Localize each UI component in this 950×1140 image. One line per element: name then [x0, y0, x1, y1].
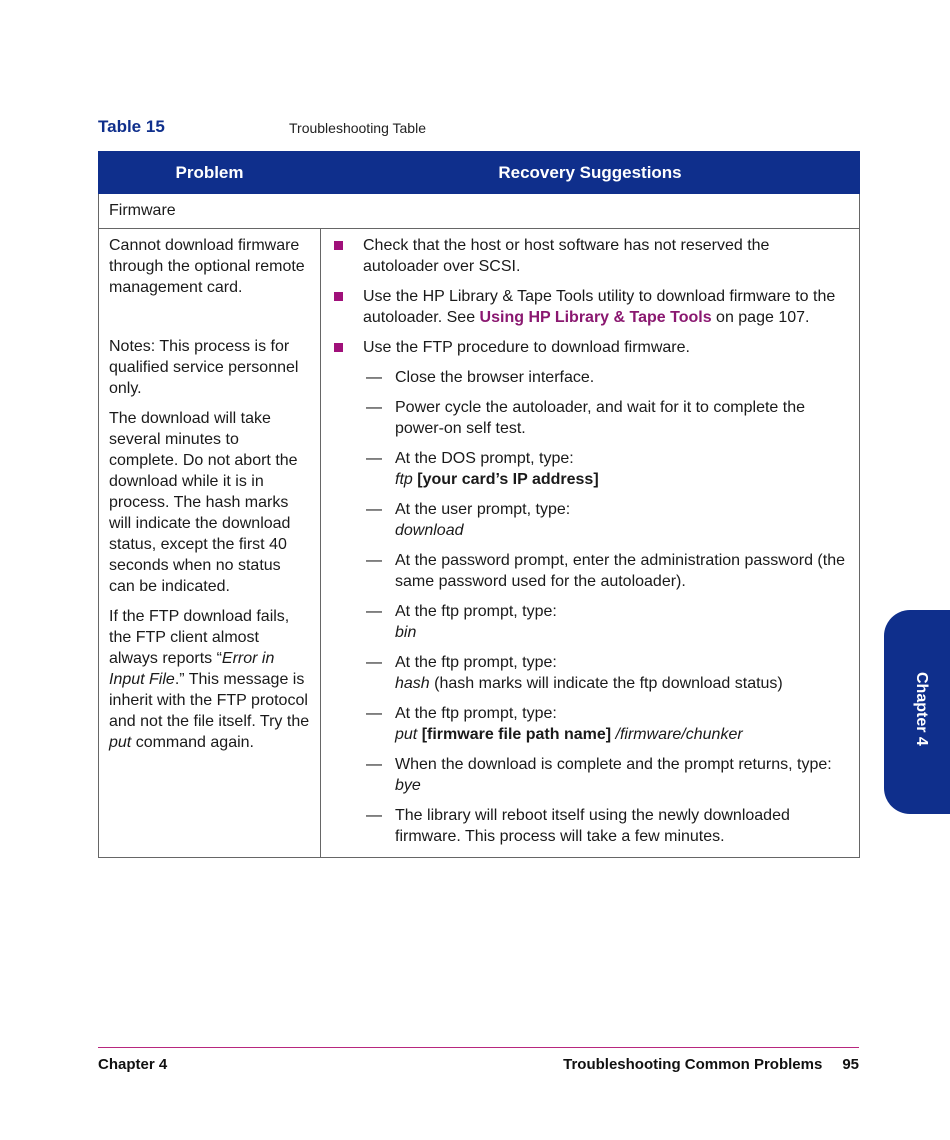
- text-span: .” This message is inherit with the FTP protocol and not the file itself. Try the: [109, 671, 310, 730]
- step-item: [331, 397, 849, 439]
- problem-ftp-failure: [109, 606, 310, 753]
- step-item: [331, 601, 849, 643]
- command-note: (hash marks will indicate the ftp download status): [429, 675, 783, 692]
- step-item: [331, 550, 849, 592]
- error-message-text: Error in Input File: [109, 650, 275, 688]
- command-name: bye: [395, 777, 421, 794]
- text-span: command again.: [131, 734, 254, 751]
- table-title: Troubleshooting Table: [289, 120, 426, 136]
- step-text: At the password prompt, enter the administration password (the same password used for the autoloader).: [395, 552, 845, 590]
- dash-marker: —: [366, 450, 382, 467]
- problem-notes: Notes: This process is for qualified service personnel only.: [109, 338, 299, 397]
- dash-marker: —: [366, 756, 382, 773]
- step-command: [395, 469, 849, 490]
- dash-marker: —: [366, 705, 382, 722]
- bullet-item: [331, 337, 849, 358]
- problem-statement: Cannot download firmware through the optional remote management card.: [109, 237, 305, 296]
- bullet-item: [331, 286, 849, 328]
- dash-marker: —: [366, 501, 382, 518]
- chapter-side-tab[interactable]: [884, 610, 950, 814]
- put-command-text: put: [109, 734, 132, 751]
- recovery-cell: [321, 229, 860, 858]
- dash-marker: —: [366, 552, 382, 569]
- section-row: [99, 194, 860, 229]
- step-text: At the ftp prompt, type:: [395, 603, 557, 620]
- table-caption: [98, 117, 858, 141]
- header-problem: Problem: [99, 152, 321, 194]
- square-bullet-icon: [334, 241, 343, 250]
- step-item: [331, 805, 849, 847]
- table-number: Table 15: [98, 117, 165, 136]
- command-target: /firmware/chunker: [611, 726, 743, 743]
- hp-library-tools-link[interactable]: Using HP Library & Tape Tools: [479, 309, 712, 326]
- dash-marker: —: [366, 807, 382, 824]
- chapter-tab-label: Chapter 4: [913, 672, 930, 746]
- bullet-text: Use the HP Library & Tape Tools utility to download firmware to the autoloader. See: [363, 288, 836, 326]
- footer-section: [563, 1056, 859, 1073]
- command-name: put: [395, 726, 418, 743]
- step-item: [331, 652, 849, 694]
- section-label: Firmware: [99, 194, 860, 229]
- step-text: At the ftp prompt, type:: [395, 654, 557, 671]
- step-command: [395, 724, 849, 745]
- problem-download-info: The download will take several minutes to complete. Do not abort the download while it is in process. The hash marks will indicate the download status, except the first 40 seconds when no status can be indicated.: [109, 410, 298, 595]
- command-name: bin: [395, 624, 417, 641]
- step-item: [331, 367, 849, 388]
- bullet-text: Check that the host or host software has not reserved the autoloader over SCSI.: [363, 237, 770, 275]
- square-bullet-icon: [334, 292, 343, 301]
- table-header-row: [99, 152, 860, 194]
- step-text: The library will reboot itself using the newly downloaded firmware. This process will take a few minutes.: [395, 807, 790, 845]
- bullet-text: on page 107.: [711, 309, 810, 326]
- text-span: If the FTP download fails, the FTP client almost always reports “: [109, 608, 290, 667]
- step-text: At the ftp prompt, type:: [395, 705, 557, 722]
- step-item: [331, 703, 849, 745]
- footer-divider: [98, 1047, 859, 1048]
- footer-chapter: Chapter 4: [98, 1056, 168, 1073]
- square-bullet-icon: [334, 343, 343, 352]
- page-number: 95: [842, 1056, 859, 1073]
- dash-marker: —: [366, 399, 382, 416]
- command-argument: [your card’s IP address]: [412, 471, 599, 488]
- step-item: [331, 499, 849, 541]
- dash-marker: —: [366, 369, 382, 386]
- step-text: Close the browser interface.: [395, 369, 595, 386]
- step-text: Power cycle the autoloader, and wait for it to complete the power-on self test.: [395, 399, 806, 437]
- troubleshooting-table: [98, 151, 860, 858]
- footer-section-title: Troubleshooting Common Problems: [563, 1056, 823, 1073]
- bullet-item: [331, 235, 849, 277]
- header-recovery: Recovery Suggestions: [321, 152, 860, 194]
- step-text: At the user prompt, type:: [395, 501, 571, 518]
- problem-cell: [99, 229, 321, 858]
- table-row: [99, 229, 860, 858]
- command-name: hash: [395, 675, 430, 692]
- step-command: [395, 673, 849, 694]
- bullet-text: Use the FTP procedure to download firmware.: [363, 339, 690, 356]
- dash-marker: —: [366, 603, 382, 620]
- step-item: [331, 754, 849, 796]
- command-name: download: [395, 522, 464, 539]
- step-text: When the download is complete and the prompt returns, type:: [395, 756, 832, 773]
- command-argument: [firmware file path name]: [417, 726, 612, 743]
- dash-marker: —: [366, 654, 382, 671]
- step-text: At the DOS prompt, type:: [395, 450, 574, 467]
- command-name: ftp: [395, 471, 413, 488]
- step-item: [331, 448, 849, 490]
